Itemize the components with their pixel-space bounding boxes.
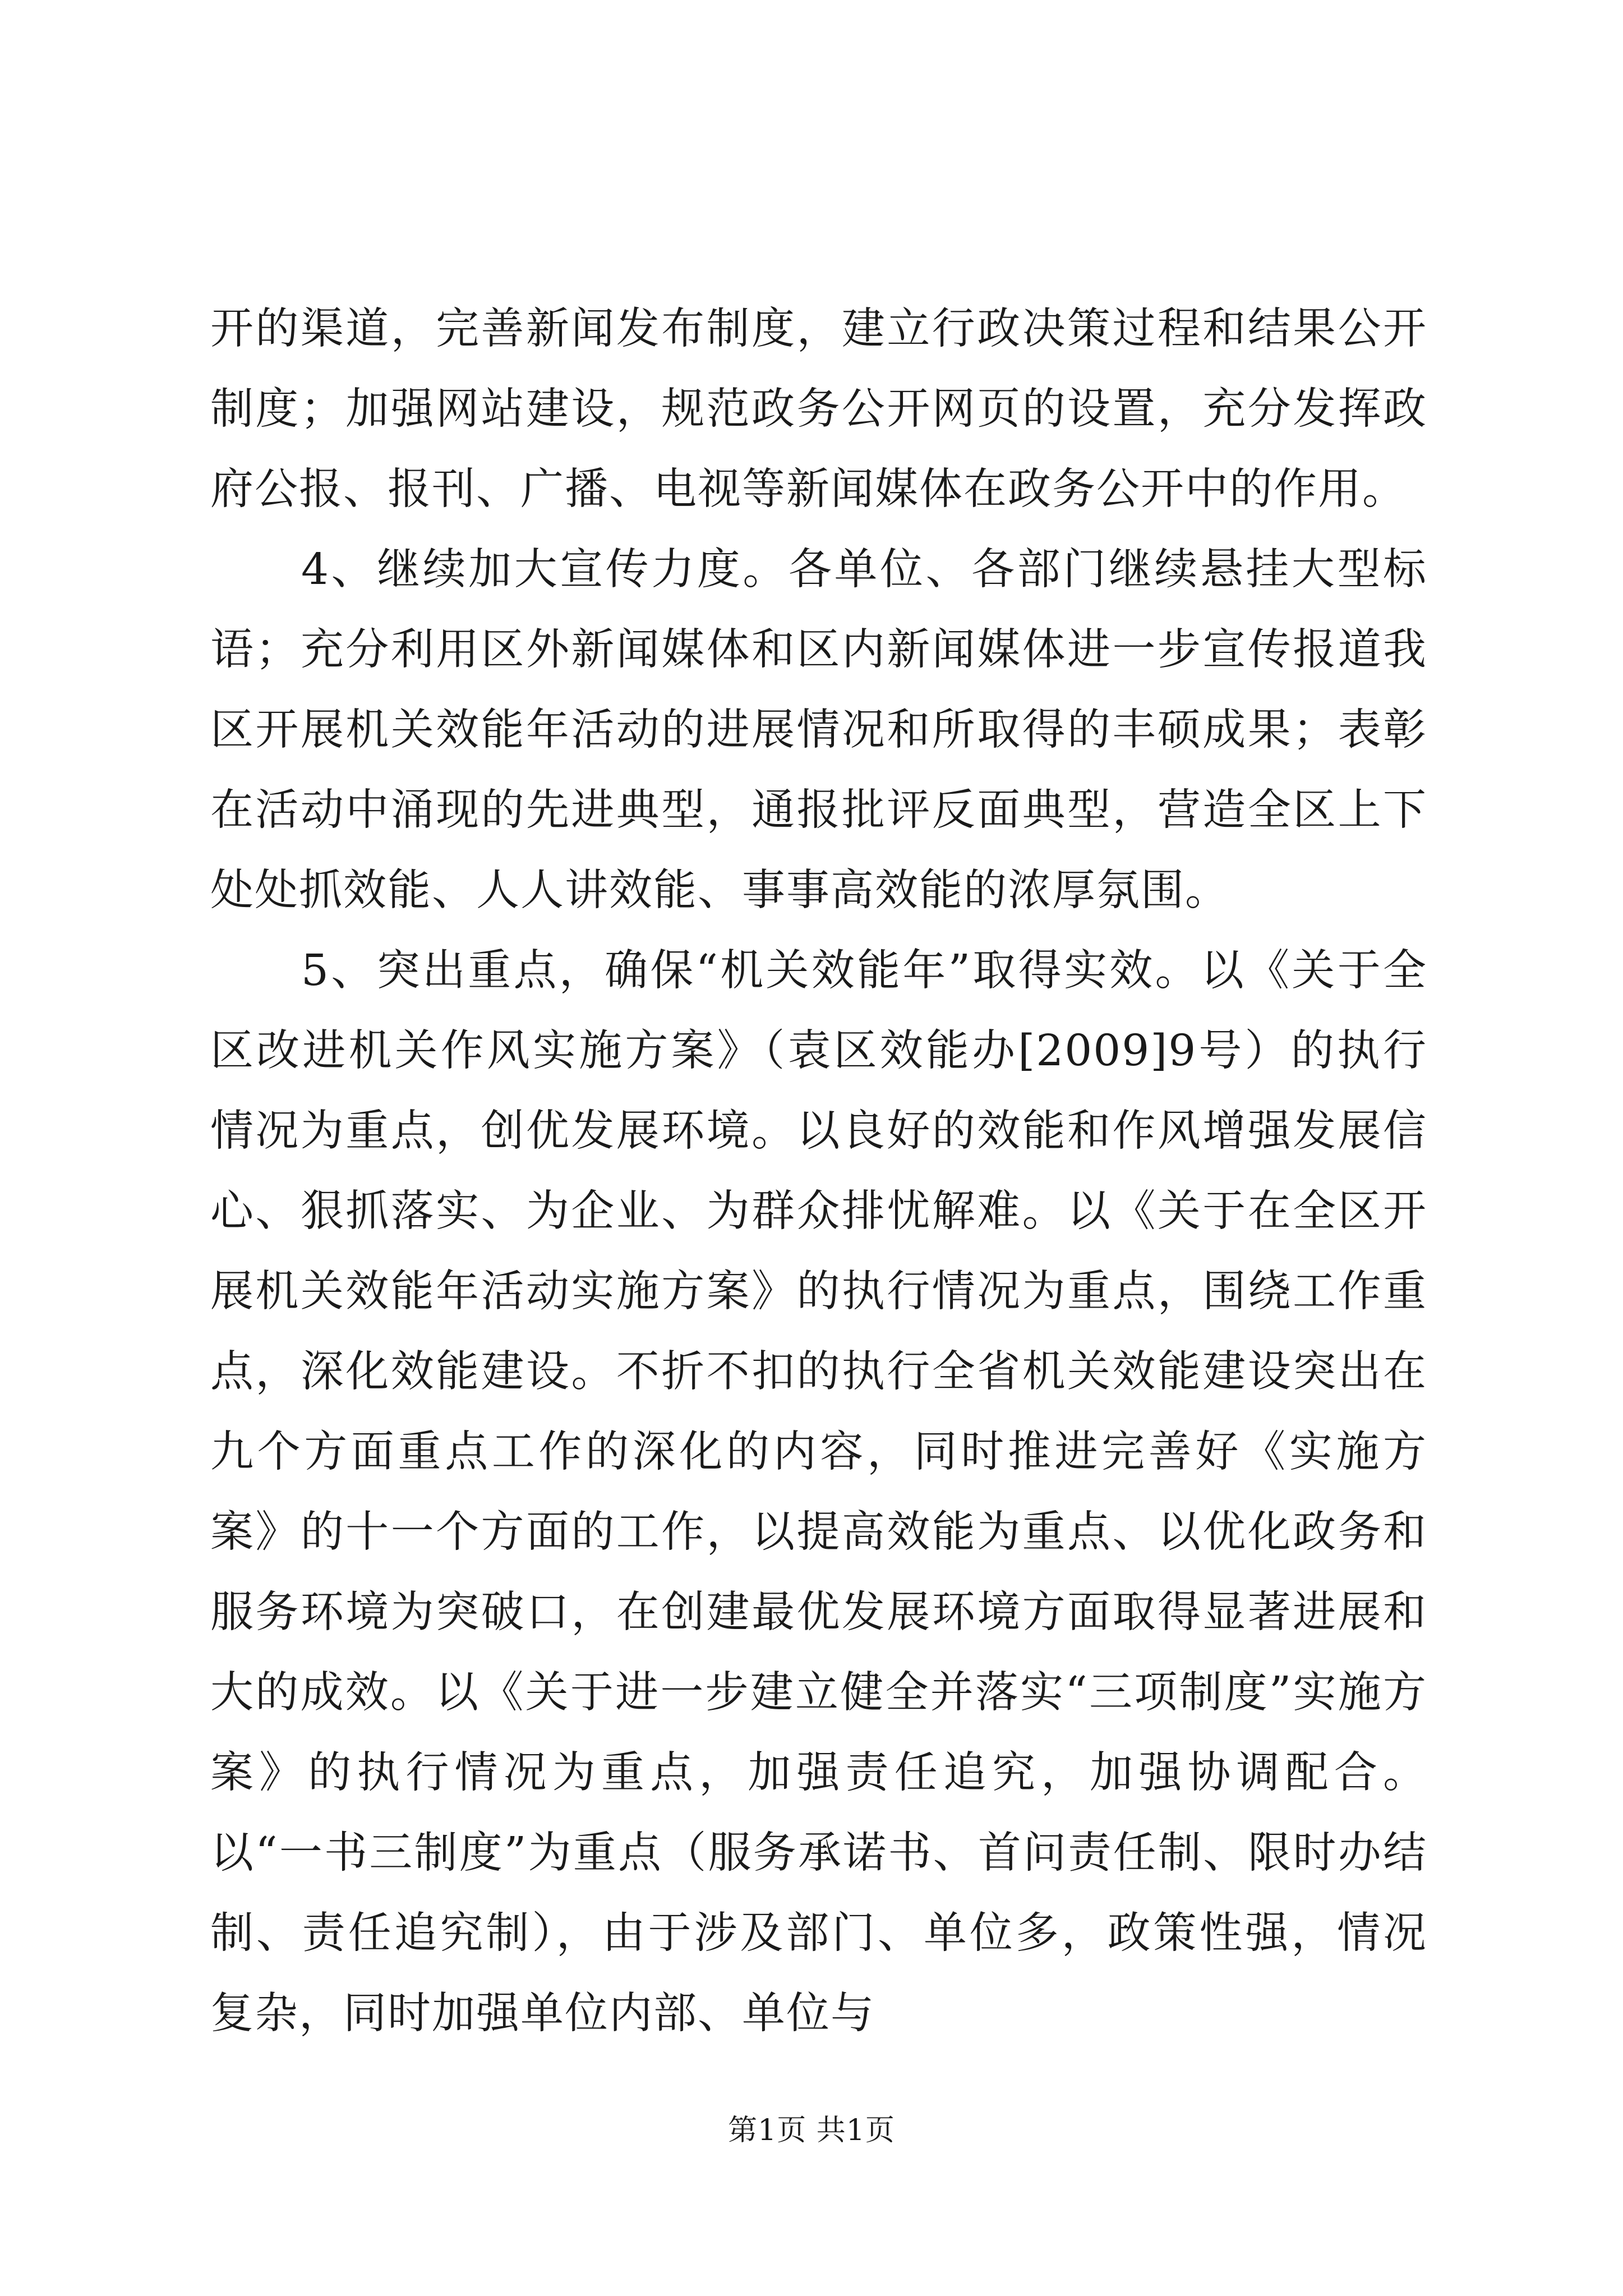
paragraph-item-4: 4、继续加大宣传力度。各单位、各部门继续悬挂大型标语；充分利用区外新闻媒体和区内新闻媒体进一步宣传报道我区开展机关效能年活动的进展情况和所取得的丰硕成果；表彰在活动中涌现的先进典型，通报批评反面典型，营造全区上下处处抓效能、人人讲效能、事事高效能的浓厚氛围。 — [210, 545, 1427, 915]
document-body — [210, 289, 1427, 2054]
paragraph-item-5: 5、突出重点，确保“机关效能年”取得实效。以《关于全区改进机关作风实施方案》（袁区效能办[2009]9号）的执行情况为重点，创优发展环境。以良好的效能和作风增强发展信心、狠抓落实、为企业、为群众排忧解难。以《关于在全区开展机关效能年活动实施方案》的执行情况为重点，围绕工作重点，深化效能建设。不折不扣的执行全省机关效能建设突出在九个方面重点工作的深化的内容，同时推进完善好《实施方案》的十一个方面的工作，以提高效能为重点、以优化政务和服务环境为突破口，在创建最优发展环境方面取得显著进展和大的成效。以《关于进一步建立健全并落实“三项制度”实施方案》的执行情况为重点，加强责任追究，加强协调配合。以“一书三制度”为重点（服务承诺书、首问责任制、限时办结制、责任追究制），由于涉及部门、单位多，政策性强，情况复杂，同时加强单位内部、单位与 — [210, 946, 1427, 2039]
page-number-footer: 第1页 共1页 — [728, 2114, 895, 2147]
paragraph-continued: 开的渠道，完善新闻发布制度，建立行政决策过程和结果公开制度；加强网站建设，规范政务公开网页的设置，充分发挥政府公报、报刊、广播、电视等新闻媒体在政务公开中的作用。 — [210, 304, 1427, 514]
